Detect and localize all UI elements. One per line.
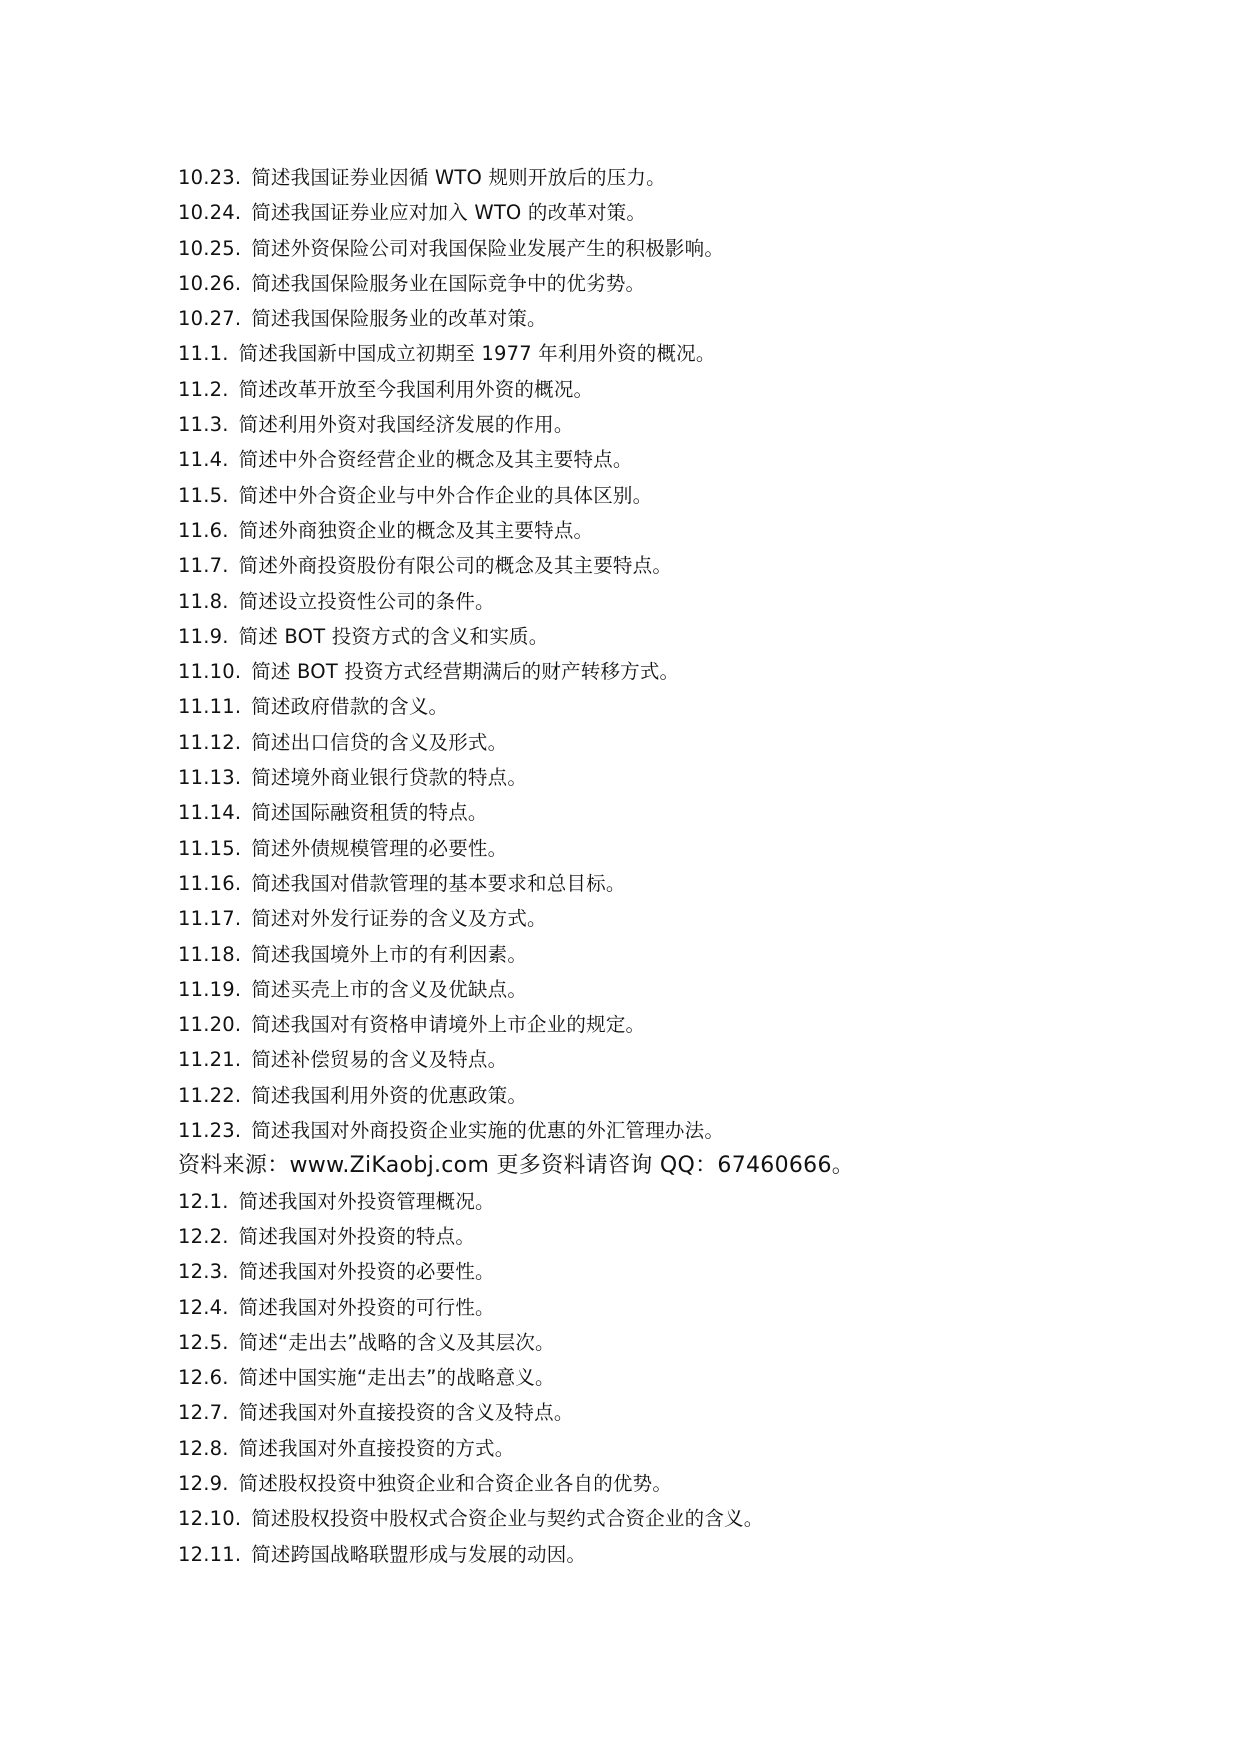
question-number: 11.18. (178, 942, 242, 966)
question-list-2 (178, 1184, 1158, 1572)
question-number: 11.3. (178, 413, 229, 437)
question-number: 12.2. (178, 1224, 229, 1248)
question-number: 12.11. (178, 1542, 242, 1566)
question-item (178, 1113, 1158, 1148)
question-text: 简述我国境外上市的有利因素。 (251, 942, 528, 966)
question-list-1 (178, 160, 1158, 1148)
question-item (178, 1254, 1158, 1289)
question-number: 10.26. (178, 271, 242, 295)
question-number: 12.3. (178, 1260, 229, 1284)
question-number: 10.23. (178, 166, 242, 189)
question-number: 11.19. (178, 977, 242, 1001)
question-text: 简述我国对外投资的可行性。 (238, 1295, 495, 1319)
question-item (178, 372, 1158, 407)
question-item (178, 1537, 1158, 1572)
question-text: 简述买壳上市的含义及优缺点。 (251, 977, 528, 1001)
question-text: 简述中国实施“走出去”的战略意义。 (238, 1366, 555, 1390)
question-number: 11.22. (178, 1083, 242, 1107)
question-text: 简述我国新中国成立初期至 1977 年利用外资的概况。 (238, 342, 716, 366)
question-item (178, 619, 1158, 654)
question-item (178, 336, 1158, 371)
question-number: 12.10. (178, 1507, 242, 1531)
question-item (178, 937, 1158, 972)
question-item (178, 266, 1158, 301)
question-item (178, 866, 1158, 901)
question-number: 11.17. (178, 907, 242, 931)
question-number: 11.6. (178, 518, 229, 542)
question-number: 11.8. (178, 589, 229, 613)
question-text: 简述我国对外投资的必要性。 (238, 1260, 495, 1284)
question-text: 简述 BOT 投资方式经营期满后的财产转移方式。 (251, 660, 680, 684)
question-number: 12.8. (178, 1436, 229, 1460)
question-text: 简述“走出去”战略的含义及其层次。 (238, 1330, 555, 1354)
question-item (178, 760, 1158, 795)
question-number: 12.1. (178, 1189, 229, 1213)
question-item (178, 1325, 1158, 1360)
question-item (178, 195, 1158, 230)
question-text: 简述我国对外直接投资的含义及特点。 (238, 1401, 574, 1425)
question-number: 12.4. (178, 1295, 229, 1319)
question-text: 简述 BOT 投资方式的含义和实质。 (238, 624, 549, 648)
question-text: 简述政府借款的含义。 (251, 695, 449, 719)
question-number: 12.7. (178, 1401, 229, 1425)
question-text: 简述股权投资中股权式合资企业与契约式合资企业的含义。 (251, 1507, 764, 1531)
question-text: 简述外商投资股份有限公司的概念及其主要特点。 (238, 554, 673, 578)
document-body (178, 160, 1158, 1572)
question-item (178, 1431, 1158, 1466)
question-text: 简述利用外资对我国经济发展的作用。 (238, 413, 574, 437)
question-item (178, 1078, 1158, 1113)
question-text: 简述对外发行证券的含义及方式。 (251, 907, 547, 931)
question-item (178, 407, 1158, 442)
question-item (178, 972, 1158, 1007)
question-item (178, 795, 1158, 830)
question-text: 简述我国对借款管理的基本要求和总目标。 (251, 871, 626, 895)
question-text: 简述中外合资企业与中外合作企业的具体区别。 (238, 483, 653, 507)
question-number: 12.9. (178, 1471, 229, 1495)
question-item (178, 1184, 1158, 1219)
question-text: 简述中外合资经营企业的概念及其主要特点。 (238, 448, 633, 472)
question-number: 11.1. (178, 342, 229, 366)
question-item (178, 1219, 1158, 1254)
question-number: 11.4. (178, 448, 229, 472)
question-text: 简述我国证券业因循 WTO 规则开放后的压力。 (251, 166, 666, 189)
question-text: 简述我国保险服务业在国际竞争中的优劣势。 (251, 271, 646, 295)
question-text: 简述补偿贸易的含义及特点。 (251, 1048, 508, 1072)
question-item (178, 654, 1158, 689)
question-text: 简述跨国战略联盟形成与发展的动因。 (251, 1542, 587, 1566)
question-item (178, 442, 1158, 477)
question-text: 简述我国对外商投资企业实施的优惠的外汇管理办法。 (251, 1119, 725, 1143)
question-item (178, 513, 1158, 548)
question-number: 11.7. (178, 554, 229, 578)
question-item (178, 689, 1158, 724)
question-item (178, 901, 1158, 936)
question-item (178, 231, 1158, 266)
question-text: 简述境外商业银行贷款的特点。 (251, 766, 528, 790)
question-text: 简述我国对外投资的特点。 (238, 1224, 476, 1248)
question-text: 简述出口信贷的含义及形式。 (251, 730, 508, 754)
question-number: 11.10. (178, 660, 242, 684)
question-item (178, 1360, 1158, 1395)
question-item (178, 301, 1158, 336)
question-number: 11.5. (178, 483, 229, 507)
question-item (178, 160, 1158, 195)
question-item (178, 1007, 1158, 1042)
question-text: 简述设立投资性公司的条件。 (238, 589, 495, 613)
question-item (178, 1466, 1158, 1501)
question-item (178, 831, 1158, 866)
question-text: 简述我国保险服务业的改革对策。 (251, 307, 547, 331)
question-number: 11.13. (178, 766, 242, 790)
question-number: 10.27. (178, 307, 242, 331)
question-text: 简述改革开放至今我国利用外资的概况。 (238, 377, 594, 401)
question-text: 简述我国利用外资的优惠政策。 (251, 1083, 528, 1107)
question-number: 11.20. (178, 1013, 242, 1037)
question-text: 简述我国对外投资管理概况。 (238, 1189, 495, 1213)
question-number: 11.2. (178, 377, 229, 401)
question-text: 简述国际融资租赁的特点。 (251, 801, 488, 825)
question-item (178, 478, 1158, 513)
question-number: 11.14. (178, 801, 242, 825)
question-item (178, 1042, 1158, 1077)
question-item (178, 725, 1158, 760)
question-number: 11.11. (178, 695, 242, 719)
question-number: 12.5. (178, 1330, 229, 1354)
question-item (178, 1290, 1158, 1325)
question-text: 简述我国证券业应对加入 WTO 的改革对策。 (251, 201, 647, 225)
question-number: 11.9. (178, 624, 229, 648)
question-item (178, 584, 1158, 619)
question-text: 简述股权投资中独资企业和合资企业各自的优势。 (238, 1471, 673, 1495)
question-number: 11.16. (178, 871, 242, 895)
question-text: 简述外债规模管理的必要性。 (251, 836, 508, 860)
question-text: 简述外商独资企业的概念及其主要特点。 (238, 518, 594, 542)
source-line: 资料来源：www.ZiKaobj.com 更多资料请咨询 QQ：67460666。 (178, 1153, 855, 1179)
question-item (178, 1501, 1158, 1536)
question-text: 简述我国对有资格申请境外上市企业的规定。 (251, 1013, 646, 1037)
question-text: 简述我国对外直接投资的方式。 (238, 1436, 515, 1460)
question-number: 11.21. (178, 1048, 242, 1072)
question-number: 11.23. (178, 1119, 242, 1143)
question-number: 11.12. (178, 730, 242, 754)
question-item (178, 548, 1158, 583)
question-number: 10.25. (178, 236, 242, 260)
question-number: 12.6. (178, 1366, 229, 1390)
question-number: 11.15. (178, 836, 242, 860)
question-number: 10.24. (178, 201, 242, 225)
question-text: 简述外资保险公司对我国保险业发展产生的积极影响。 (251, 236, 725, 260)
question-item (178, 1395, 1158, 1430)
